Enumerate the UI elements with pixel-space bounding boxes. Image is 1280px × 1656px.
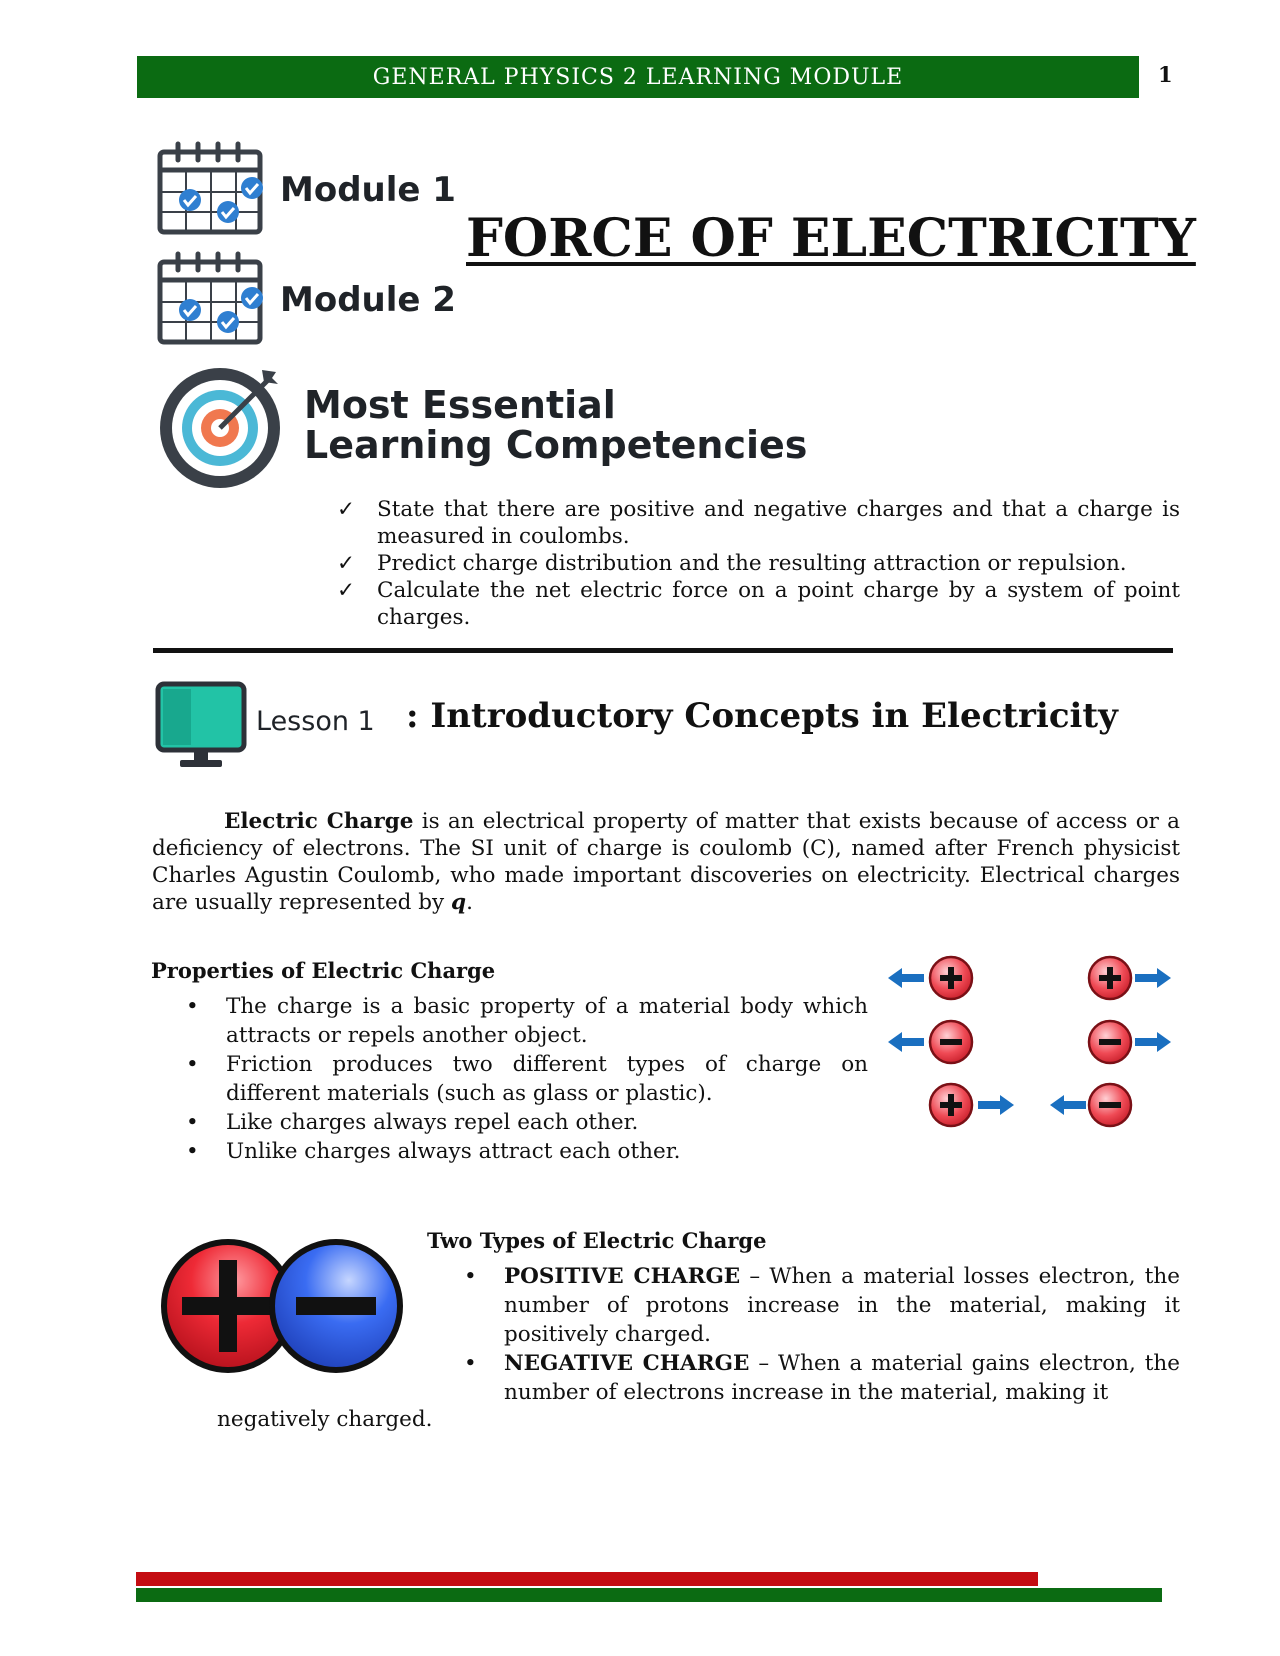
- negative-charge-term: NEGATIVE CHARGE: [504, 1351, 750, 1376]
- list-item: [186, 1108, 868, 1137]
- calendar-check-icon: [156, 250, 266, 346]
- property-text: Like charges always repel each other.: [226, 1110, 639, 1135]
- charge-symbol: q: [451, 890, 467, 915]
- calendar-check-icon: [156, 140, 266, 236]
- property-text: Unlike charges always attract each other.: [226, 1139, 681, 1164]
- electric-charge-body: is an electrical property of matter that exists because of access or a deficiency of electrons. The SI unit of charge is coulomb (C), named after French physicist Charles Agustin Coulomb, who made important discoveries on electricity. Electrical charges are usually represented by: [152, 809, 1180, 915]
- check-mark-icon: ✓: [337, 578, 356, 603]
- competency-text: Calculate the net electric force on a point charge by a system of point charges.: [377, 578, 1180, 630]
- positive-charge-text: – When a material losses electron, the number of protons increase in the material, making it positively charged.: [504, 1264, 1180, 1347]
- module-1-label: Module 1: [280, 170, 456, 210]
- melc-line-2: Learning Competencies: [304, 423, 808, 467]
- negative-charge-icon: [1089, 1021, 1131, 1063]
- competency-item: [337, 550, 1180, 577]
- types-list: [464, 1262, 1180, 1407]
- positive-negative-charge-icon: [160, 1236, 404, 1376]
- negative-charge-definition: [504, 1349, 1180, 1407]
- types-heading: Two Types of Electric Charge: [427, 1228, 767, 1253]
- lesson-title: : Introductory Concepts in Electricity: [406, 696, 1118, 736]
- bullet: •: [186, 994, 199, 1019]
- check-mark-icon: ✓: [337, 497, 356, 522]
- module-header-bar: [137, 56, 1139, 98]
- arrow-left-icon: [888, 968, 924, 988]
- arrow-right-icon: [978, 1095, 1014, 1115]
- check-mark-icon: ✓: [337, 551, 356, 576]
- bullet: •: [186, 1052, 199, 1077]
- footer-green-bar: [136, 1588, 1162, 1602]
- melc-heading: [304, 385, 807, 465]
- bullet: •: [464, 1351, 477, 1376]
- module-header-title: GENERAL PHYSICS 2 LEARNING MODULE: [372, 64, 904, 90]
- electric-charge-paragraph: [152, 808, 1180, 916]
- list-item: [186, 1137, 868, 1166]
- bullet: •: [186, 1139, 199, 1164]
- property-text: Friction produces two different types of charge on different materials (such as glass or plastic).: [226, 1052, 868, 1106]
- positive-charge-icon: [930, 957, 972, 999]
- arrow-left-icon: [888, 1032, 924, 1052]
- list-item: [464, 1349, 1180, 1407]
- lesson-label: Lesson 1: [256, 706, 375, 737]
- module-2-label: Module 2: [280, 280, 456, 320]
- charge-interaction-illustration: [880, 950, 1180, 1140]
- positive-charge-definition: [504, 1262, 1180, 1349]
- list-item: [186, 1050, 868, 1108]
- bullet: •: [464, 1264, 477, 1289]
- properties-list: [186, 992, 868, 1166]
- monitor-icon: [154, 680, 248, 770]
- negative-charge-icon: [1089, 1084, 1131, 1126]
- competency-item: [337, 496, 1180, 550]
- property-text: The charge is a basic property of a material body which attracts or repels another object.: [226, 994, 868, 1048]
- section-divider: [153, 648, 1173, 653]
- melc-line-1: Most Essential: [304, 383, 616, 427]
- positive-charge-icon: [930, 1084, 972, 1126]
- list-item: [186, 992, 868, 1050]
- arrow-right-icon: [1135, 968, 1171, 988]
- list-item: [464, 1262, 1180, 1349]
- page-number: 1: [1158, 62, 1173, 87]
- competency-text: Predict charge distribution and the resulting attraction or repulsion.: [377, 551, 1127, 576]
- page-title: FORCE OF ELECTRICITY: [466, 208, 1196, 269]
- negative-charge-text: – When a material gains electron, the number of electrons increase in the material, making it: [504, 1351, 1180, 1405]
- arrow-right-icon: [1135, 1032, 1171, 1052]
- negative-charge-icon: [930, 1021, 972, 1063]
- target-arrow-icon: [158, 364, 288, 490]
- footer-red-bar: [136, 1572, 1038, 1586]
- positive-charge-term: POSITIVE CHARGE: [504, 1264, 741, 1289]
- paragraph-end: .: [466, 890, 473, 915]
- competency-list: [337, 496, 1180, 631]
- competency-text: State that there are positive and negative charges and that a charge is measured in coulombs.: [377, 497, 1180, 549]
- competency-item: [337, 577, 1180, 631]
- bullet: •: [186, 1110, 199, 1135]
- properties-heading: Properties of Electric Charge: [151, 958, 496, 983]
- electric-charge-term: Electric Charge: [224, 809, 414, 834]
- positive-charge-icon: [1089, 957, 1131, 999]
- arrow-left-icon: [1050, 1095, 1086, 1115]
- negative-charge-overflow-text: negatively charged.: [217, 1407, 433, 1432]
